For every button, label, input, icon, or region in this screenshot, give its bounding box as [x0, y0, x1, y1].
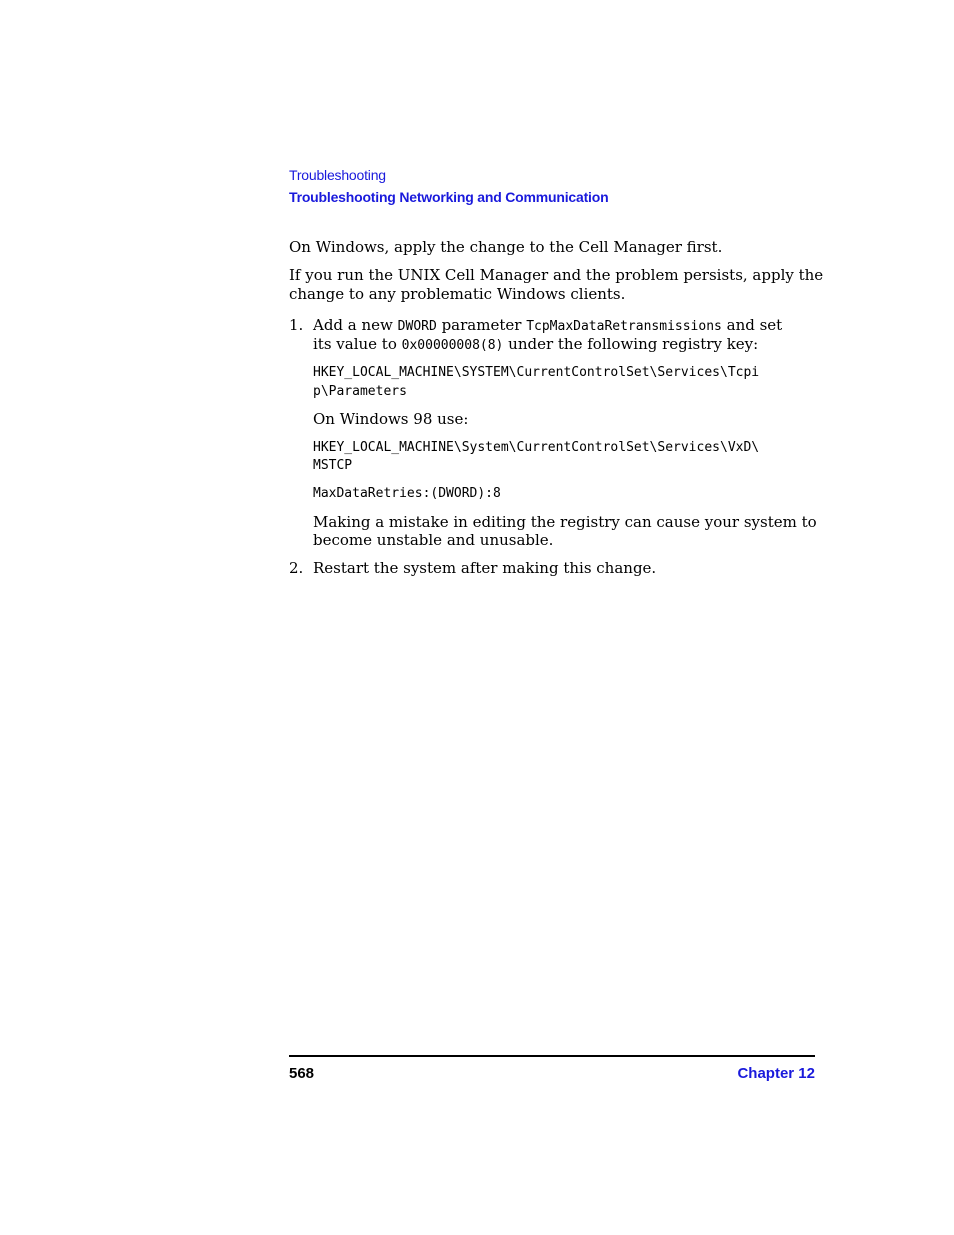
registry-key-1-line-1: HKEY_LOCAL_MACHINE\SYSTEM\CurrentControlSet\Services\Tcpi: [313, 365, 760, 380]
step-1-line-1: [313, 316, 782, 336]
parameter-name-code: TcpMaxDataRetransmissions: [526, 319, 722, 334]
registry-value-code: MaxDataRetries:(DWORD):8: [313, 486, 501, 501]
registry-key-1-line-2: p\Parameters: [313, 384, 407, 399]
registry-key-2-line-1: HKEY_LOCAL_MACHINE\System\CurrentControlSet\Services\VxD\: [313, 440, 760, 455]
footer-rule: [289, 1055, 815, 1057]
running-header-title: Troubleshooting Networking and Communication: [289, 189, 609, 205]
step-1-text-e: under the following registry key:: [503, 335, 759, 353]
registry-key-2-line-2: MSTCP: [313, 458, 353, 473]
step-1-text-c: and set: [721, 316, 783, 334]
chapter-label: Chapter 12: [737, 1065, 815, 1082]
step-2-text: Restart the system after making this change.: [313, 559, 657, 577]
warning-line-1: Making a mistake in editing the registry can cause your system to: [313, 513, 817, 531]
paragraph-unix-line-1: If you run the UNIX Cell Manager and the problem persists, apply the: [289, 266, 824, 284]
step-2-number: 2.: [289, 559, 304, 577]
running-header-section: Troubleshooting: [289, 167, 386, 183]
dword-code: DWORD: [397, 319, 437, 334]
paragraph-windows: On Windows, apply the change to the Cell Manager first.: [289, 238, 723, 256]
step-1-text-a: Add a new: [313, 316, 398, 334]
step-1-text-b: parameter: [436, 316, 527, 334]
page-number: 568: [289, 1065, 315, 1082]
step-1-line-2: [313, 335, 758, 355]
document-page: [289, 0, 824, 1235]
windows-98-note: On Windows 98 use:: [313, 410, 469, 428]
warning-line-2: become unstable and unusable.: [313, 531, 554, 549]
hex-value-code: 0x00000008(8): [401, 338, 504, 353]
paragraph-unix-line-2: change to any problematic Windows clients.: [289, 285, 626, 303]
step-1-number: 1.: [289, 316, 304, 334]
step-1-text-d: its value to: [313, 335, 402, 353]
